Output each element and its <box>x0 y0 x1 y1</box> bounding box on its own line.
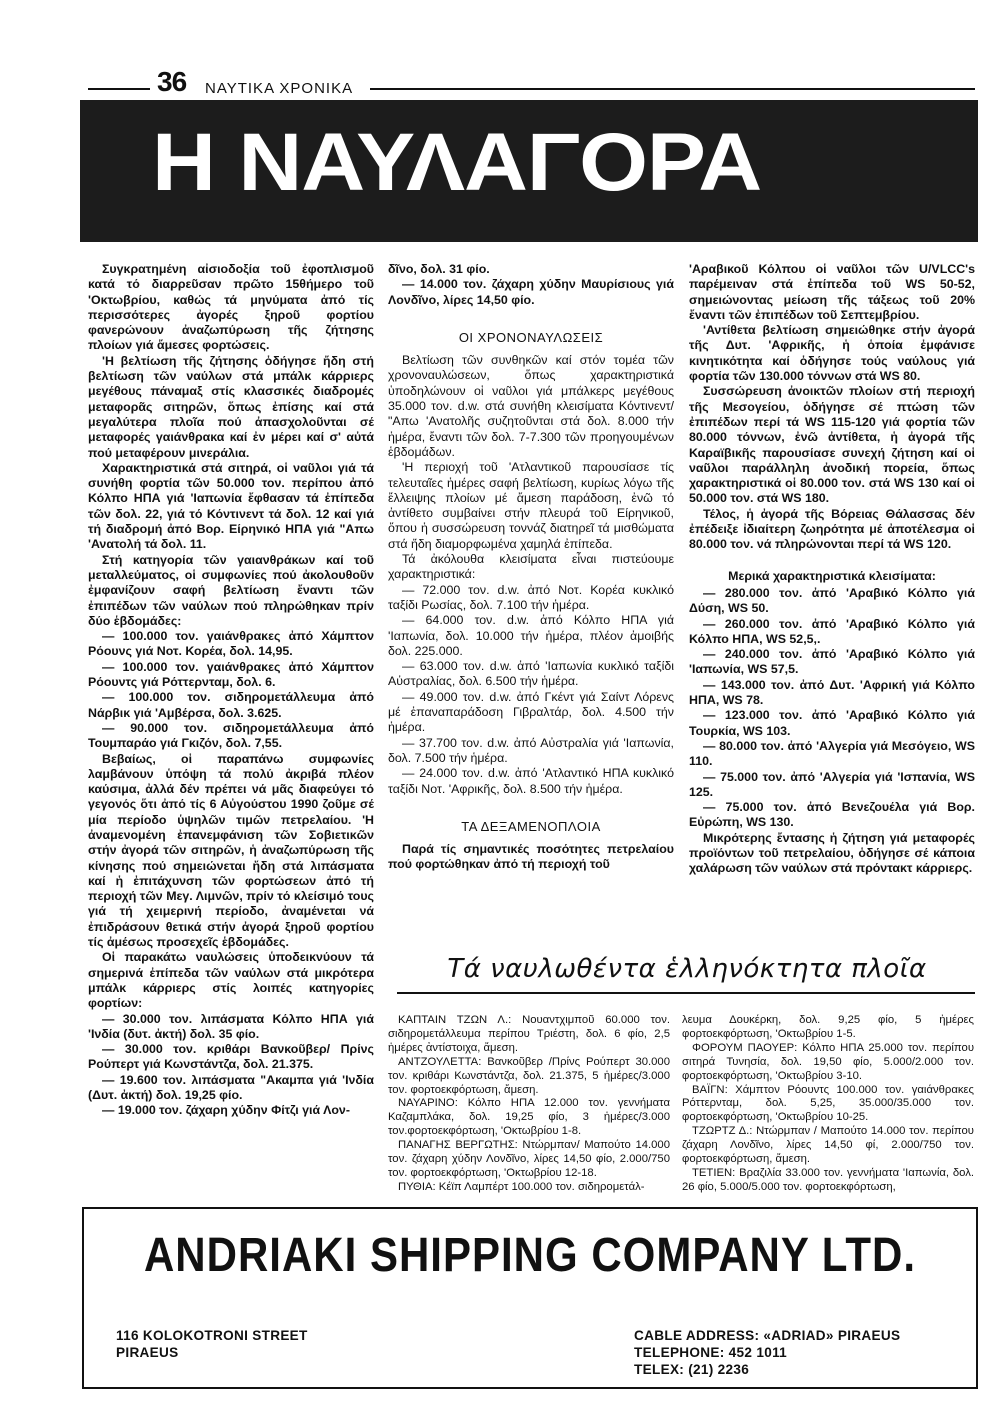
fixture-line: — 30.000 τον. λιπάσματα Κόλπο ΗΠΑ γιά 'Ινδία (δυτ. ἀκτή) δολ. 35 φίο. <box>88 1011 374 1041</box>
article-column-1 <box>88 262 374 1119</box>
article-column-2 <box>388 262 674 873</box>
fixture-line: — 260.000 τον. ἀπό 'Αραβικό Κόλπο γιά Κόλπο ΗΠΑ, WS 52,5,. <box>689 616 975 646</box>
fixture-line: — 100.000 τον. σιδηρομετάλλευμα ἀπό Νάρβικ γιά 'Αμβέρσα, δολ. 3.625. <box>88 690 374 720</box>
paragraph: 'Αντίθετα βελτίωση σημειώθηκε στήν ἀγορά τῆς Δυτ. 'Αφρικῆς, ἡ ὁποία ἐμφάνισε κινητικότητα καί ὁδήγησε τούς ναύλους γιά φορτία τῶν 130.000 τόννων στά WS 80. <box>689 323 975 384</box>
fixtures-heading: Τά ναυλωθέντα ἑλληνόκτητα πλοῖα <box>447 954 927 984</box>
paragraph: Συγκρατημένη αἰσιοδοξία τοῦ ἐφοπλισμοῦ κατά τό διαρρεῦσαν πρῶτο 15θήμερο τοῦ 'Οκτωβρίου, καθώς τά μηνύματα ἀπό τίς περισσότερες ἀγορές ξηροῦ φορτίου φανερώνουν ἀναζωπύρωση τῆς ζήτησης πλοίων γιά ἄμεσες φορτώσεις. <box>88 262 374 353</box>
fixture-entry: ΒΑΪΓΝ: Χάμπτον Ρόουντς 100.000 τον. γαιάνθρακες Ρόττερνταμ, δολ. 5,25, 35.000/35.000 τον. φορτοεκφόρτωση, 'Οκτωβρίου 10-25. <box>682 1083 974 1124</box>
subheading-closures: Μερικά χαρακτηριστικά κλεισίματα: <box>728 568 936 583</box>
advertisement-box <box>82 1207 978 1389</box>
fixture-line: — 75.000 τον. ἀπό Βενεζουέλα γιά Βορ. Εὐρώπη, WS 130. <box>689 800 975 830</box>
fixture-line: — 63.000 τον. d.w. ἀπό 'Ιαπωνία κυκλικό ταξίδι Αὐστραλίας, δολ. 6.500 τήν ἡμέρα. <box>388 659 674 689</box>
fixture-line: — 14.000 τον. ζάχαρη χύδην Μαυρίσιους γιά Λονδῖνο, λίρες 14,50 φίο. <box>388 277 674 307</box>
header-rule-left <box>88 88 150 90</box>
ad-company-name: ANDRIAKI SHIPPING COMPANY LTD. <box>143 1227 917 1282</box>
paragraph: Τέλος, ἡ ἀγορά τῆς Βόρειας Θάλασσας δέν ἐπέδειξε ἰδιαίτερη ζωηρότητα μέ ἀποτέλεσμα οἱ 80.000 τον. νά πληρώνονται περί τά WS 120. <box>689 506 975 552</box>
section-title: Η ΝΑΥΛΑΓΟΡΑ <box>152 117 762 208</box>
fixture-entry: ΤΖΩΡΤΖ Δ.: Ντώρμπαν / Μαπούτο 14.000 τον. περίπου ζάχαρη Λονδῖνο, λίρες 14,50 φί, 2.000/750 τον. φορτοεκφόρτωση, ἄμεση. <box>682 1125 974 1166</box>
fixture-entry: ΠΥΘΙΑ: Κέϊπ Λαμπέρτ 100.000 τον. σιδηρομετάλ- <box>398 1180 645 1193</box>
fixture-line: δῖνο, δολ. 31 φίο. <box>388 262 490 276</box>
paragraph: Συσσώρευση ἀνοικτῶν πλοίων στή περιοχή τῆς Μεσογείου, ὁδήγησε σέ πτώση τῶν ἐπιπέδων περί τά WS 115-120 γιά φορτία τῶν 80.000 τόννων, ἐνῶ ἀντίθετα, ἡ ἀγορά τῆς Καραϊβικῆς παρουσίασε συνεχή ζήτηση καί οἱ ναῦλοι παράλληλη ἀνοδική πορεία, ὅπως χαρακτηριστικά οἱ 80.000 τον. στά WS 130 καί οἱ 50.000 τον. στά WS 180. <box>689 384 975 506</box>
paragraph: Χαρακτηριστικά στά σιτηρά, οἱ ναῦλοι γιά τά συνήθη φορτία τῶν 50.000 τον. περίπου ἀπό Κόλπο ΗΠΑ γιά 'Ιαπωνία ἔφθασαν τά ἐπίπεδα τῶν δολ. 22, γιά τό Κόντινεντ τά δολ. 12 καί γιά τή διαδρομή ἀπό Βορ. Είρηνικό ΗΠΑ γιά "Απω 'Ανατολή τά δολ. 11. <box>88 460 374 552</box>
fixture-entry: ΦΟΡΟΥΜ ΠΑΟΥΕΡ: Κόλπο ΗΠΑ 25.000 τον. περίπου σιτηρά Τυνησία, δολ. 19,50 φίο, 5.000/2.000 τον. φορτοεκφόρτωση, 'Οκτωβρίου 3-10. <box>682 1041 974 1082</box>
fixture-line: — 240.000 τον. ἀπό 'Αραβικό Κόλπο γιά 'Ιαπωνία, WS 57,5. <box>689 647 975 677</box>
ad-street: 116 KOLOKOTRONI STREET <box>116 1328 308 1343</box>
fixture-line: — 49.000 τον. d.w. ἀπό Γκέντ γιά Σαίντ Λόρενς μέ ἐπαναπαράδοση Γιβραλτάρ, δολ. 4.500 τήν ἡμέρα. <box>388 689 674 735</box>
fixture-line: — 37.700 τον. d.w. ἀπό Αὐστραλία γιά 'Ιαπωνία, δολ. 7.500 τήν ἡμέρα. <box>388 735 674 765</box>
paragraph: 'Η περιοχή τοῦ 'Ατλαντικοῦ παρουσίασε τίς τελευταῖες ἡμέρες σαφή βελτίωση, κυρίως λόγω τῆς ἔλλειψης πλοίων μέ ἄμεση παράδοση, ἐνῶ τό ἀντίθετο συμβαίνει στήν πλευρά τοῦ Είρηνικοῦ, ὅπου ἡ συσσώρευση τοννάζ διατηρεῖ τά μισθώματα στά ἤδη διαμορφωμένα χαμηλά ἐπίπεδα. <box>388 460 674 551</box>
ad-telephone: TELEPHONE: 452 1011 <box>634 1345 788 1360</box>
page-number: 36 <box>157 66 187 97</box>
article-column-3 <box>689 262 975 877</box>
subheading-tankers: ΤΑ ΔΕΞΑΜΕΝΟΠΛΟΙΑ <box>461 818 601 834</box>
fixture-entry: ΤΕΤΙΕΝ: Βραζιλία 33.000 τον. γεννήματα 'Ιαπωνία, δολ. 26 φίο, 5.000/5.000 τον. φορτοεκφόρτωση, <box>682 1166 974 1193</box>
fixtures-column-right <box>682 1014 974 1195</box>
header-rule-right <box>370 88 975 90</box>
section-banner <box>80 100 978 242</box>
paragraph: Στή κατηγορία τῶν γαιανθράκων καί τοῦ μεταλλεύματος, οἱ συμφωνίες πού ἀκολουθοῦν ἐμφανίζουν σαφή βελτίωση ἔναντι τῶν ἐπιπέδων τῶν ναύλων πού πληρώθηκαν πρίν δύο ἑβδομάδες: <box>88 552 374 628</box>
fixture-line: — 100.000 τον. γαιάνθρακες ἀπό Χάμπτον Ρόουντς γιά Ρόττερνταμ, δολ. 6. <box>88 659 374 690</box>
ad-contacts <box>634 1327 900 1378</box>
fixture-entry: ΑΝΤΖΟΥΛΕΤΤΑ: Βανκοῦβερ /Πρίνς Ρούπερτ 30.000 τον. κριθάρι Κωνστάντζα, δολ. 21.375, 5 ἡμέρες/3.000 τον. φορτοεκφόρτωση, ἄμεση. <box>388 1055 670 1096</box>
paragraph: 'Αραβικοῦ Κόλπου οἱ ναῦλοι τῶν U/VLCC's παρέμειναν στά ἐπίπεδα τοῦ WS 50-52, σημειώνοντας μείωση τῆς τάξεως τοῦ 20% ἔναντι τῶν ἐπιπέδων τοῦ Σεπτεμβρίου. <box>689 262 975 322</box>
fixture-line: — 280.000 τον. ἀπό 'Αραβικό Κόλπο γιά Δύση, WS 50. <box>689 585 975 616</box>
fixture-line: — 30.000 τον. κριθάρι Βανκοῦβερ/ Πρίνς Ρούπερτ γιά Κωνστάντζα, δολ. 21.375. <box>88 1042 374 1072</box>
fixtures-underline <box>397 992 975 994</box>
fixture-line: — 19.000 τον. ζάχαρη χύδην Φίτζι γιά Λον- <box>102 1103 350 1118</box>
fixture-line: — 90.000 τον. σιδηρομετάλλευμα ἀπό Τουμπαράο γιά Γκιζόν, δολ. 7,55. <box>88 720 374 751</box>
fixture-entry: λευμα Δουκέρκη, δολ. 9,25 φίο, 5 ἡμέρες φορτοεκφόρτωση, 'Οκτωβρίου 1-5. <box>682 1014 974 1040</box>
fixture-entry: ΠΑΝΑΓΗΣ ΒΕΡΓΩΤΗΣ: Ντώρμπαν/ Μαπούτο 14.000 τον. ζάχαρη χύδην Λονδῖνο, λίρες 14,50 φίο, 2.000/750 τον. φορτοεκφόρτωση, 'Οκτωβρίου 12-18. <box>388 1139 670 1179</box>
paragraph: Παρά τίς σημαντικές ποσότητες πετρελαίου πού φορτώθηκαν ἀπό τή περιοχή τοῦ <box>388 842 674 872</box>
fixture-line: — 64.000 τον. d.w. ἀπό Κόλπο ΗΠΑ γιά 'Ιαπωνία, δολ. 10.000 τήν ἡμέρα, πλέον ἀμοιβής δολ. 225.000. <box>388 613 674 658</box>
fixture-line: — 72.000 τον. d.w. ἀπό Νοτ. Κορέα κυκλικό ταξίδι Ρωσίας, δολ. 7.100 τήν ἡμέρα. <box>388 582 674 612</box>
magazine-name: ΝΑΥΤΙΚΑ ΧΡΟΝΙΚΑ <box>205 80 354 97</box>
fixture-entry: ΚΑΠΤΑΙΝ ΤΖΩΝ Λ.: Νουαντχιμποῦ 60.000 τον. σιδηρομετάλλευμα περίπου Τριέστη, δολ. 6 φίο, 2,5 ἡμέρες ἀντίστοιχα, ἄμεση. <box>388 1014 670 1054</box>
ad-telex: TELEX: (21) 2236 <box>634 1362 750 1377</box>
fixture-line: — 24.000 τον. d.w. ἀπό 'Ατλαντικό ΗΠΑ κυκλικό ταξίδι Νοτ. 'Αφρικῆς, δολ. 8.500 τήν ἡμέρα. <box>388 766 674 796</box>
fixture-line: — 19.600 τον. λιπάσματα "Ακαμπα γιά 'Ινδία (Δυτ. ἀκτή) δολ. 19,25 φίο. <box>88 1072 374 1103</box>
fixture-line: — 80.000 τον. ἀπό 'Αλγερία γιά Μεσόγειο, WS 110. <box>689 738 975 769</box>
fixture-line: — 100.000 τον. γαιάνθρακες ἀπό Χάμπτον Ρόουνς γιά Νοτ. Κορέα, δολ. 14,95. <box>88 629 374 659</box>
fixture-line: — 143.000 τον. ἀπό Δυτ. 'Αφρική γιά Κόλπο ΗΠΑ, WS 78. <box>689 677 975 708</box>
paragraph: Τά ἀκόλουθα κλεισίματα εἶναι πιστεύουμε χαρακτηριστικά: <box>388 552 674 582</box>
subheading-time-charters: ΟΙ ΧΡΟΝΟΝΑΥΛΩΣΕΙΣ <box>458 329 604 345</box>
paragraph: 'Η βελτίωση τῆς ζήτησης ὁδήγησε ἤδη στή βελτίωση τῶν ναύλων στά μπάλκ κάρριερς μεγέθους πάναμαξ στίς κλασσικές διαδρομές μεταφορᾶς σιτηρῶν, ὅπως ἐπίσης καί στά μεγαλύτερα πλοῖα πού ἀπασχολοῦνται σέ μεταφορές γαιάνθρακα καί ἐν μέρει καί σ' αὐτά πού μεταφέρουν μινεράλια. <box>88 353 374 460</box>
ad-city: PIRAEUS <box>116 1345 179 1360</box>
paragraph: Μικρότερης ἔντασης ἡ ζήτηση γιά μεταφορές προϊόντων τοῦ πετρελαίου, ὁδήγησε σέ κάποια χαλάρωση τῶν ναύλων στά πρόντακτ κάρριερς. <box>689 830 975 876</box>
paragraph: Βελτίωση τῶν συνθηκῶν καί στόν τομέα τῶν χρονοναυλώσεων, ὅπως χαρακτηριστικά ὑποδηλώνουν οἱ ναῦλοι γιά μπάλκερς μεγέθους 35.000 τον. d.w. στά συνήθη κλεισίματα Κόντινεντ/ "Απω 'Ανατολῆς συζητοῦνται στά δολ. 8.000 τήν ἡμέρα, ἔναντι τῶν δολ. 7-7.300 τῶν προηγουμένων ἑβδομάδων. <box>388 353 674 459</box>
fixture-line: — 75.000 τον. ἀπό 'Αλγερία γιά 'Ισπανία, WS 125. <box>689 769 975 799</box>
ad-cable: CABLE ADDRESS: «ADRIAD» PIRAEUS <box>634 1328 901 1343</box>
fixtures-column-left <box>388 1014 670 1195</box>
ad-address <box>116 1327 308 1361</box>
fixture-line: — 123.000 τον. ἀπό 'Αραβικό Κόλπο γιά Τουρκία, WS 103. <box>689 708 975 738</box>
paragraph: Βεβαίως, οἱ παραπάνω συμφωνίες λαμβάνουν ὑπόψη τά πολύ ἀκριβά πλέον καύσιμα, ἀλλά δέν πρέπει νά μᾶς διαφεύγει τό γεγονός ὅτι ἀπό τίς 6 Αὐγούστου 1990 ζοῦμε σέ μία περίοδο ὑψηλῶν τιμῶν πετρελαίου. 'Η ἀναμενομένη ἐπανεμφάνιση τῶν Σοβιετικῶν στήν ἀγορά τῶν σιτηρῶν, ἡ ἀναζωπύρωση τῆς κίνησης πού σημειώνεται ἤδη στά λιπάσματα καί ἡ ἐπιτάχυνση τῶν φορτώσεων ἀπό τή περιοχή τῶν Μεγ. Λιμνῶν, πρίν τό κλείσιμό τους γιά τή χειμερινή περίοδο, ἀναμένεται νά ἐπιδράσουν θετικά στήν ἀγορά ξηροῦ φορτίου τίς ἀμέσως προσεχεῖς ἑβδομάδες. <box>88 751 374 950</box>
paragraph: Οἱ παρακάτω ναυλώσεις ὑποδεικνύουν τά σημερινά ἐπίπεδα τῶν ναύλων στά μικρότερα μπάλκ κάρριερς στίς λοιπές κατηγορίες φορτίων: <box>88 950 374 1011</box>
fixture-entry: ΝΑΥΑΡΙΝΟ: Κόλπο ΗΠΑ 12.000 τον. γεννήματα Καζαμπλάκα, δολ. 19,25 φίο, 3 ἡμέρες/3.000 τον.φορτοεκφόρτωση, 'Οκτωβρίου 1-8. <box>388 1097 670 1138</box>
